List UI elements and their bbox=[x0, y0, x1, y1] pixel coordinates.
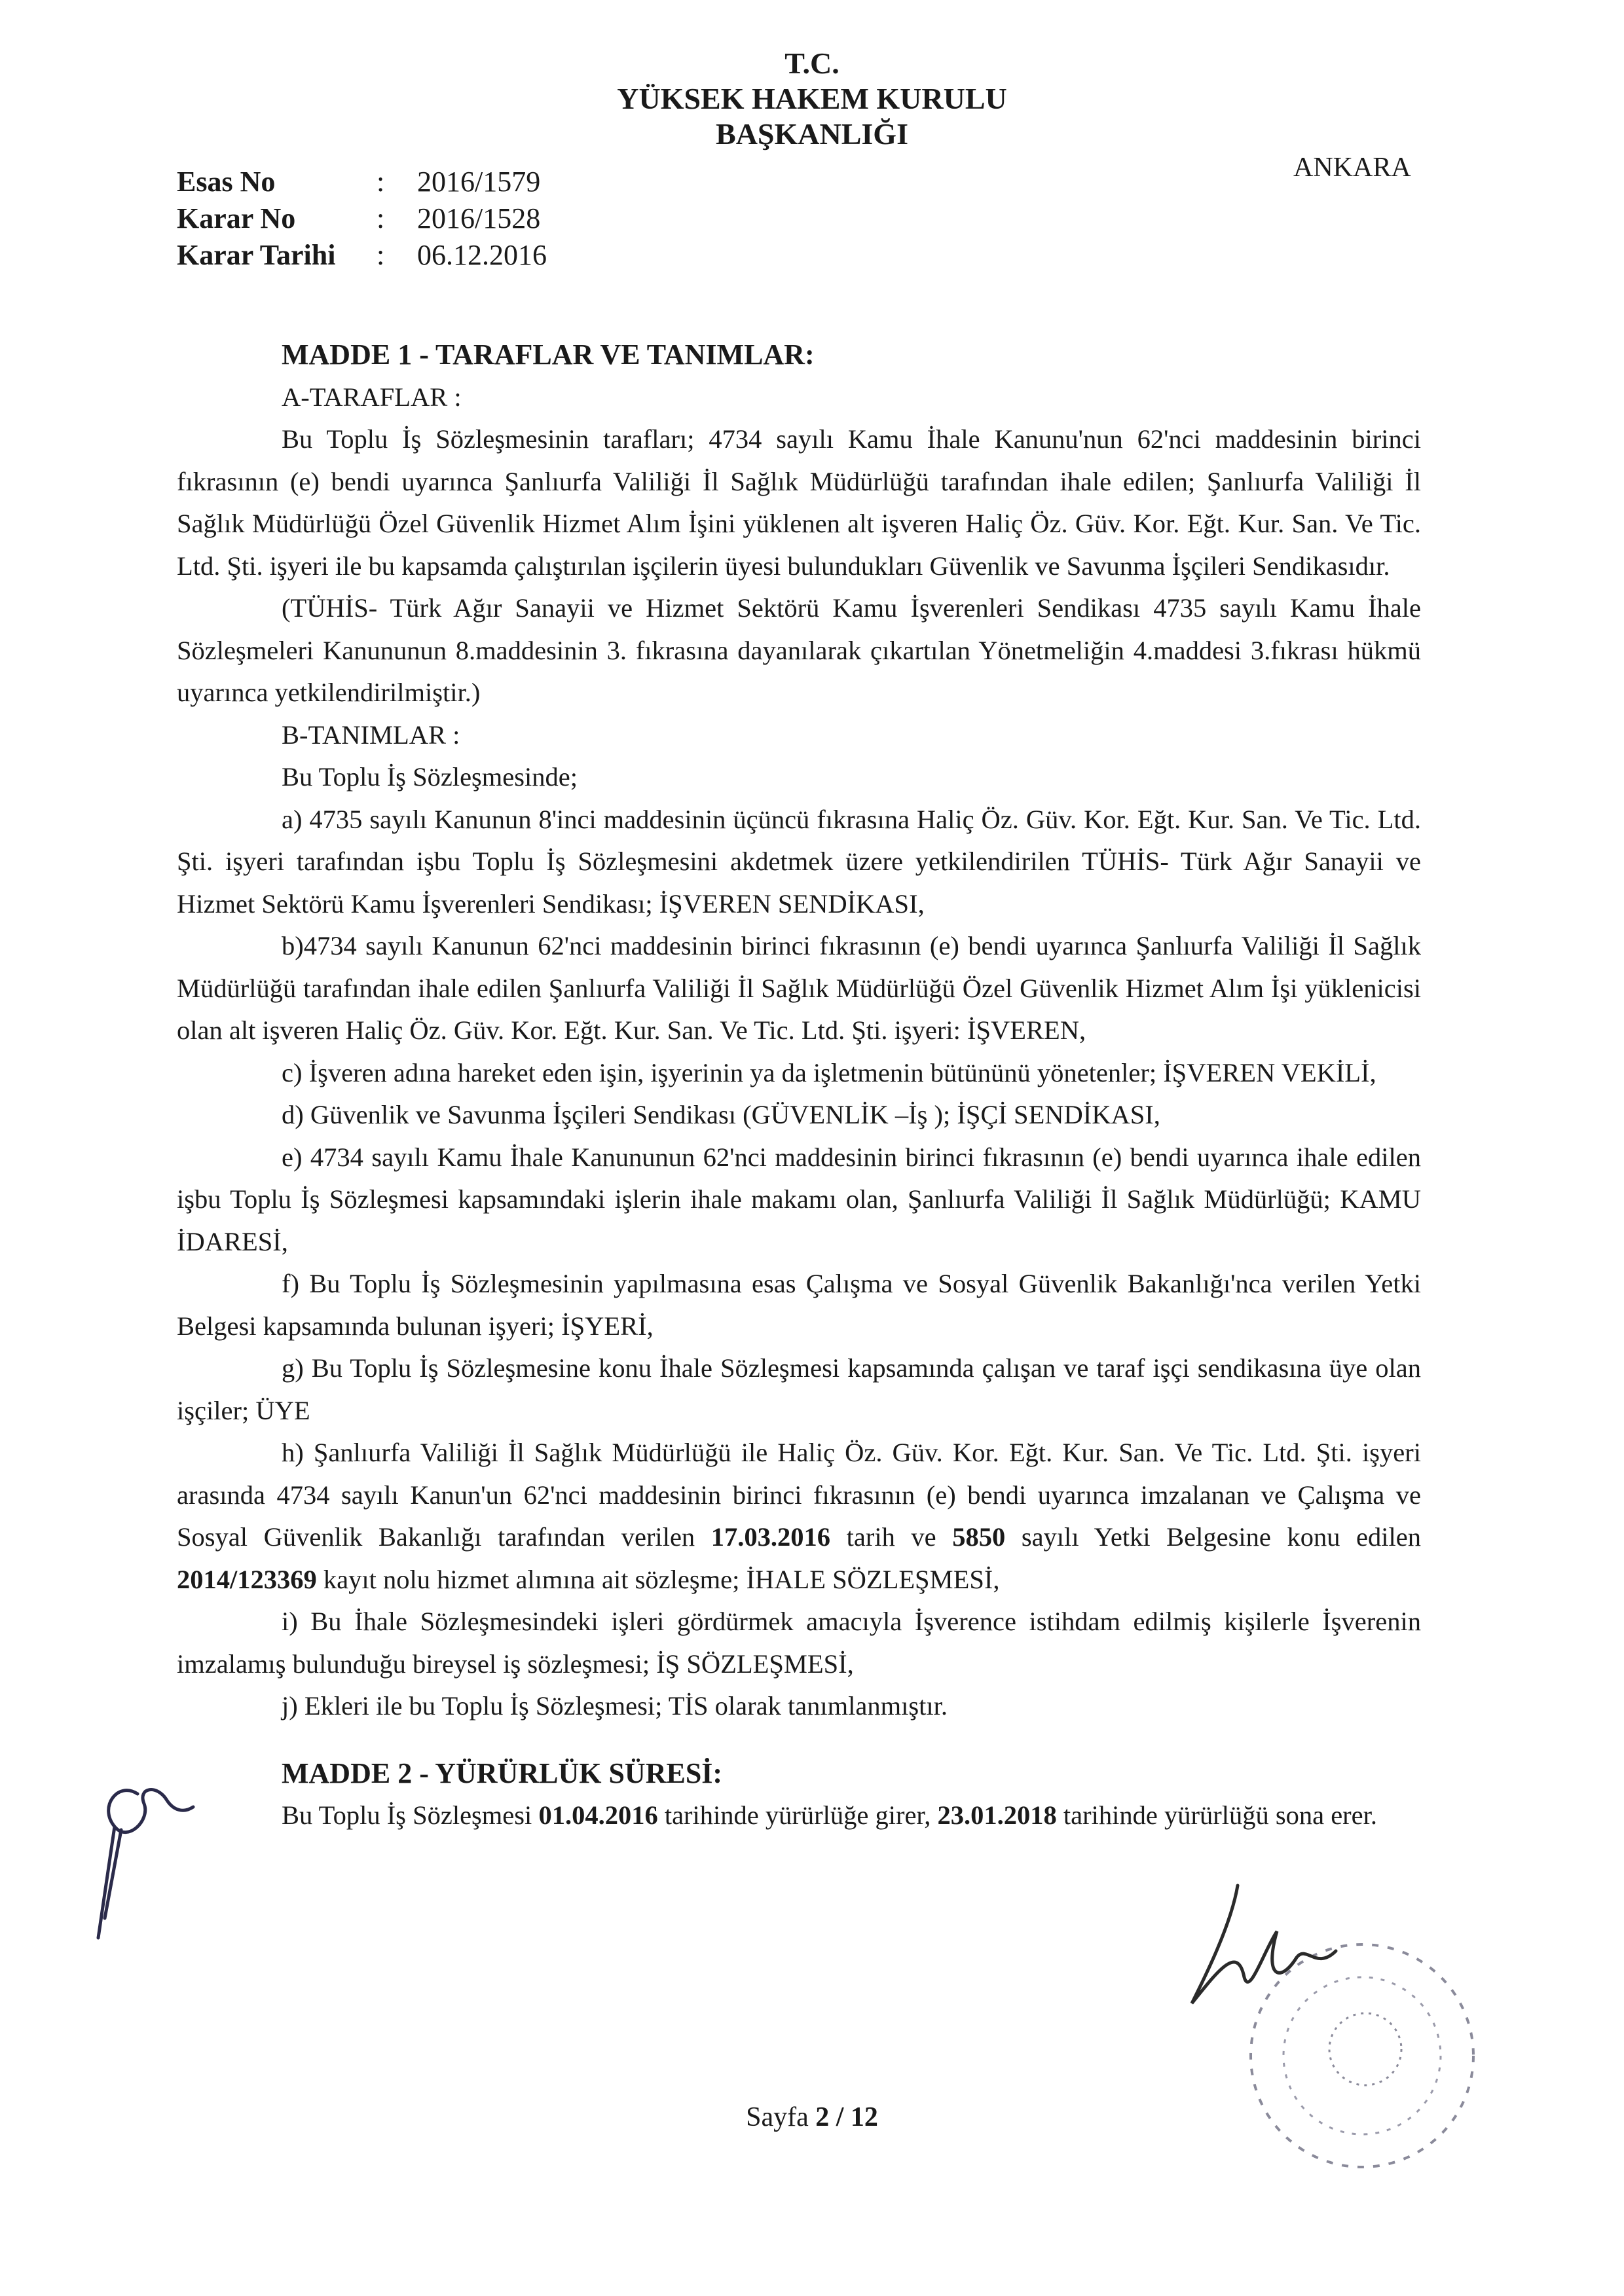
yetki-belgesi-number: 5850 bbox=[952, 1522, 1006, 1552]
meta-value: 06.12.2016 bbox=[417, 239, 547, 271]
meta-colon: : bbox=[377, 166, 385, 198]
section-a-paragraph: Bu Toplu İş Sözleşmesinin tarafları; 4734 sayılı Kamu İhale Kanunu'nun 62'nci maddesinin birinci fıkrasının (e) bendi uyarınca Şanlıurfa Valiliği İl Sağlık Müdürlüğü tarafından ihale edilen; Şanlıurfa Valiliği İl Sağlık Müdürlüğü Özel Güvenlik Hizmet Alım İşini yüklenen alt işveren Haliç Öz. Güv. Kor. Eğt. Kur. San. Ve Tic. Ltd. Şti. işyeri ile bu kapsamda çalıştırılan işçilerin üyesi bulundukları Güvenlik ve Savunma İşçileri Sendikasıdır. bbox=[177, 424, 1421, 581]
madde-2-paragraph bbox=[177, 1795, 1421, 1837]
section-b-title: B-TANIMLAR : bbox=[282, 720, 460, 750]
end-date: 23.01.2018 bbox=[937, 1800, 1057, 1830]
section-gap bbox=[177, 1728, 1421, 1753]
header-line-2: YÜKSEK HAKEM KURULU bbox=[617, 82, 1007, 115]
madde-2-title: MADDE 2 - YÜRÜRLÜK SÜRESİ: bbox=[282, 1757, 723, 1789]
start-date: 01.04.2016 bbox=[538, 1800, 658, 1830]
section-a-title: A-TARAFLAR : bbox=[282, 382, 462, 412]
madde-2-text-2: tarihinde yürürlüğe girer, bbox=[657, 1800, 938, 1830]
meta-label: Karar No bbox=[177, 202, 296, 234]
definition-h-text-4: kayıt nolu hizmet alımına ait sözleşme; İHALE SÖZLEŞMESİ, bbox=[316, 1564, 1000, 1594]
definition-d: d) Güvenlik ve Savunma İşçileri Sendikası (GÜVENLİK –İş ); İŞÇİ SENDİKASI, bbox=[282, 1100, 1160, 1129]
definition-b: b)4734 sayılı Kanunun 62'nci maddesinin birinci fıkrasının (e) bendi uyarınca Şanlıurfa Valiliği İl Sağlık Müdürlüğü tarafından ihale edilen Şanlıurfa Valiliği İl Sağlık Müdürlüğü Özel Güvenlik Hizmet Alım İşi yüklenicisi olan alt işveren Haliç Öz. Güv. Kor. Eğt. Kur. San. Ve Tic. Ltd. Şti. işyeri: İŞVEREN, bbox=[177, 931, 1421, 1045]
definition-i: i) Bu İhale Sözleşmesindeki işleri gördürmek amacıyla İşverence istihdam edilmiş kişilerle İşverenin imzalamış bulunduğu bireysel iş sözleşmesi; İŞ SÖZLEŞMESİ, bbox=[177, 1607, 1421, 1679]
page-number: 2 / 12 bbox=[815, 2102, 878, 2132]
meta-row-karar bbox=[177, 200, 547, 237]
definition-h bbox=[177, 1432, 1421, 1601]
meta-value: 2016/1579 bbox=[417, 166, 541, 198]
header-line-3: BAŞKANLIĞI bbox=[716, 117, 908, 151]
document-header bbox=[0, 46, 1624, 152]
madde-2-text-3: tarihinde yürürlüğü sona erer. bbox=[1056, 1800, 1378, 1830]
header-line-1: T.C. bbox=[784, 46, 840, 80]
definition-h-text-3: sayılı Yetki Belgesine konu edilen bbox=[1005, 1522, 1422, 1552]
section-b-intro: Bu Toplu İş Sözleşmesinde; bbox=[282, 762, 578, 792]
definition-e: e) 4734 sayılı Kamu İhale Kanununun 62'nci maddesinin birinci fıkrasının (e) bendi uyarınca ihale edilen işbu Toplu İş Sözleşmesi kapsamındaki işlerin ihale makamı olan, Şanlıurfa Valiliği İl Sağlık Müdürlüğü; KAMU İDARESİ, bbox=[177, 1142, 1421, 1256]
definition-a: a) 4735 sayılı Kanunun 8'inci maddesinin üçüncü fıkrasına Haliç Öz. Güv. Kor. Eğt. Kur. San. Ve Tic. Ltd. Şti. işyeri tarafından işbu Toplu İş Sözleşmesini akdetmek üzere yetkilendirilen TÜHİS- Türk Ağır Sanayii ve Hizmet Sektörü Kamu İşverenleri Sendikası; İŞVEREN SENDİKASI, bbox=[177, 804, 1421, 919]
meta-colon: : bbox=[377, 239, 385, 271]
page-footer bbox=[0, 2102, 1624, 2133]
stamp-center bbox=[1329, 2013, 1401, 2085]
madde-1-title: MADDE 1 - TARAFLAR VE TANIMLAR: bbox=[282, 338, 815, 371]
case-info bbox=[177, 164, 547, 274]
definition-g: g) Bu Toplu İş Sözleşmesine konu İhale Sözleşmesi kapsamında çalışan ve taraf işçi sendikasına üye olan işçiler; ÜYE bbox=[177, 1353, 1421, 1425]
section-a-note: (TÜHİS- Türk Ağır Sanayii ve Hizmet Sektörü Kamu İşverenleri Sendikası 4735 sayılı Kamu İhale Sözleşmeleri Kanununun 8.maddesinin 3. fıkrasına dayanılarak çıkartılan Yönetmeliğin 4.maddesi 3.fıkrası hükmü uyarınca yetkilendirilmiştir.) bbox=[177, 593, 1421, 707]
definition-j: j) Ekleri ile bu Toplu İş Sözleşmesi; TİS olarak tanımlanmıştır. bbox=[282, 1691, 948, 1721]
document-body bbox=[177, 334, 1421, 1837]
definition-c: c) İşveren adına hareket eden işin, işyerinin ya da işletmenin bütününü yönetenler; İŞVEREN VEKİLİ, bbox=[282, 1057, 1376, 1087]
stamp-icon bbox=[1166, 1872, 1532, 2213]
meta-value: 2016/1528 bbox=[417, 202, 541, 234]
meta-row-esas bbox=[177, 164, 547, 200]
definition-h-text-2: tarih ve bbox=[830, 1522, 953, 1552]
page-label: Sayfa bbox=[746, 2102, 816, 2132]
meta-label: Karar Tarihi bbox=[177, 239, 336, 271]
stamp-signature-stroke bbox=[1192, 1886, 1336, 2003]
madde-2-text-1: Bu Toplu İş Sözleşmesi bbox=[282, 1800, 539, 1830]
signature-stroke bbox=[98, 1790, 193, 1938]
meta-row-tarih bbox=[177, 237, 547, 274]
meta-colon: : bbox=[377, 202, 385, 234]
definition-h-text-1: h) Şanlıurfa Valiliği İl Sağlık Müdürlüğü ile Haliç Öz. Güv. Kor. Eğt. Kur. San. Ve Tic. Ltd. Şti. işyeri arasında 4734 sayılı Kanun'un 62'nci maddesinin birinci fıkrasının (e) bendi uyarınca imzalanan ve Çalışma ve Sosyal Güvenlik Bakanlığı tarafından verilen bbox=[177, 1438, 1421, 1552]
definition-f: f) Bu Toplu İş Sözleşmesinin yapılmasına esas Çalışma ve Sosyal Güvenlik Bakanlığı'nca verilen Yetki Belgesi kapsamında bulunan işyeri; İŞYERİ, bbox=[177, 1269, 1421, 1341]
yetki-belgesi-date: 17.03.2016 bbox=[710, 1522, 831, 1552]
city-label: ANKARA bbox=[1293, 153, 1411, 183]
signature-icon bbox=[59, 1768, 203, 1951]
record-number: 2014/123369 bbox=[177, 1564, 317, 1594]
meta-label: Esas No bbox=[177, 166, 276, 198]
